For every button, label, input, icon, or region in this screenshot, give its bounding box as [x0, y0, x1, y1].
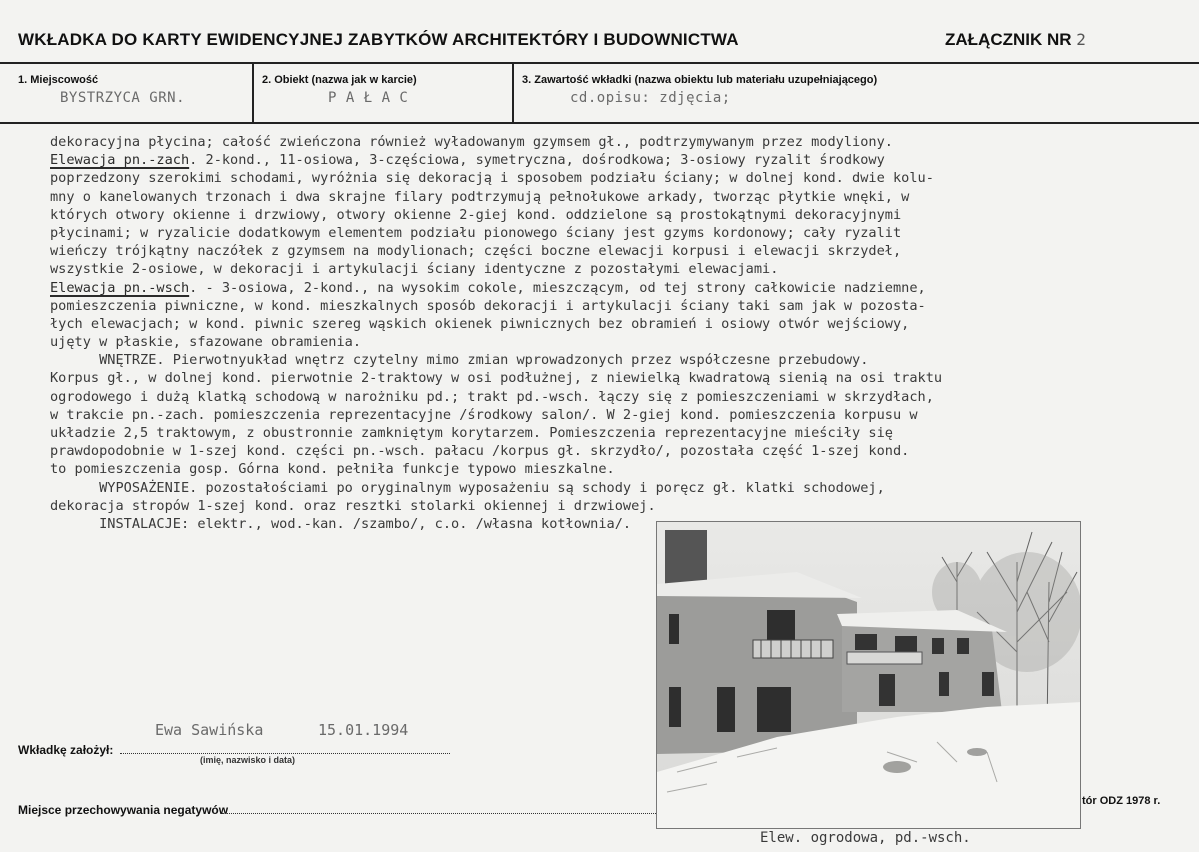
description-text-run: mny o kanelowanych trzonach i dwa skrajne filary podtrzymują pełnołukowe arkady, tworząc płytkie wnęki, w — [50, 188, 910, 205]
annex-label: ZAŁĄCZNIK NR — [945, 30, 1072, 49]
description-line — [50, 369, 1170, 387]
annex-heading — [945, 30, 1086, 50]
photo-caption: Elew. ogrodowa, pd.-wsch. — [760, 830, 971, 846]
negatives-dotted-line — [222, 813, 662, 814]
description-text-run: pomieszczenia piwniczne, w kond. mieszkalnych sposób dekoracji i artykulacji ściany taki sam jak w pozosta- — [50, 297, 926, 314]
description-line — [50, 351, 1170, 369]
form-title: WKŁADKA DO KARTY EWIDENCYJNEJ ZABYTKÓW ARCHITEKTÓRY I BUDOWNICTWA — [18, 30, 739, 49]
description-text-run: INSTALACJE: elektr., wod.-kan. /szambo/, c.o. /własna kotłownia/. — [50, 515, 632, 532]
description-line — [50, 133, 1170, 151]
description-line — [50, 169, 1170, 187]
description-text-run: poprzedzony szerokimi schodami, wyróżnia się dekoracją i sposobem podziału ściany; w dolnej kond. dwie kolu- — [50, 170, 934, 187]
contents-value: cd.opisu: zdjęcia; — [570, 90, 731, 106]
description-text-run: płycinami; w ryzalicie dodatkowym elementem podziału pionowego ściany jest gzyms kordonowy; cały ryzalit — [50, 224, 902, 241]
odz-note: tór ODZ 1978 r. — [1082, 795, 1161, 807]
header-rule-top — [0, 62, 1199, 64]
field-divider-1 — [252, 64, 254, 122]
description-text-run: których otwory okienne i drzwiowy, otwory okienne 2-giej kond. oddzielone są prostokątnymi dekoracyjnymi — [50, 206, 902, 223]
description-line — [50, 479, 1170, 497]
annex-number: 2 — [1076, 30, 1086, 49]
description-text-run: ujęty w płaskie, sfazowane obramienia. — [50, 334, 361, 351]
description-line — [50, 242, 1170, 260]
description-line — [50, 406, 1170, 424]
description-line — [50, 424, 1170, 442]
description-text-run: ogrodowego i dużą klatką schodową w narożniku pd.; trakt pd.-wsch. łączy się z pomieszczeniami w skrzydłach, — [50, 388, 934, 405]
elevation-heading: Elewacja pn.-zach — [50, 152, 190, 169]
description-line — [50, 315, 1170, 333]
description-text-run: w trakcie pn.-zach. pomieszczenia reprezentacyjne /środkowy salon/. W 2-giej kond. pomieszczenia korpusu w — [50, 406, 918, 423]
description-text-run: wieńczy trójkątny naczółek z gzymsem na modylionach; części boczne elewacji korpusi i elewacji skrzydeł, — [50, 243, 902, 260]
description-line — [50, 279, 1170, 297]
locality-label: 1. Miejscowość — [18, 74, 99, 86]
description-line — [50, 206, 1170, 224]
description-text-run: WNĘTRZE. Pierwotnyukład wnętrz czytelny mimo zmian wprowadzonych przez współczesne przebudowy. — [50, 352, 869, 369]
contents-label: 3. Zawartość wkładki (nazwa obiektu lub materiału uzupełniającego) — [522, 74, 878, 86]
description-line — [50, 497, 1170, 515]
description-text-run: wszystkie 2-osiowe, w dekoracji i artykulacji ściany identyczne z pozostałymi elewacjami. — [50, 261, 779, 278]
description-text — [50, 133, 1170, 533]
elevation-heading: Elewacja pn.-wsch — [50, 279, 190, 296]
negatives-label: Miejsce przechowywania negatywów — [18, 803, 229, 817]
palace-photo-drawing — [657, 522, 1081, 829]
description-text-run: dekoracyjna płycina; całość zwieńczona również wyładowanym gzymsem gł., podtrzymywanym przez modyliony. — [50, 134, 893, 150]
description-text-run: . 2-kond., 11-osiowa, 3-częściowa, symetryczna, dośrodkowa; 3-osiowy ryzalit środkowy — [189, 152, 885, 169]
header-rule-bottom — [0, 122, 1199, 124]
description-line — [50, 224, 1170, 242]
description-text-run: to pomieszczenia gosp. Górna kond. pełniła funkcje typowo mieszkalne. — [50, 461, 615, 478]
object-value: P A Ł A C — [328, 90, 409, 106]
description-line — [50, 388, 1170, 406]
founded-dotted-line — [120, 753, 450, 754]
founded-hint: (imię, nazwisko i data) — [200, 755, 296, 765]
description-line — [50, 333, 1170, 351]
description-line — [50, 151, 1170, 169]
description-line — [50, 460, 1170, 478]
description-text-run: łych elewacjach; w kond. piwnic szereg wąskich okienek piwnicznych bez obramień i osiowy otwór wejściowy, — [50, 315, 910, 332]
description-text-run: prawdopodobnie w 1-szej kond. części pn.-wsch. pałacu /korpus gł. skrzydło/, pozostała część 1-szej kond. — [50, 443, 910, 460]
description-text-run: układzie 2,5 traktowym, z obustronnie zamkniętym korytarzem. Pomieszczenia reprezentacyjne mieściły się — [50, 425, 893, 441]
description-text-run: dekoracja stropów 1-szej kond. oraz resztki stolarki okiennej i drzwiowej. — [50, 497, 656, 514]
description-line — [50, 297, 1170, 315]
founded-label: Wkładkę założył: — [18, 743, 114, 757]
author-date: 15.01.1994 — [318, 721, 409, 739]
description-text-run: WYPOSAŻENIE. pozostałościami po oryginalnym wyposażeniu są schody i poręcz gł. klatki schodowej, — [50, 479, 885, 496]
palace-photo — [656, 521, 1081, 829]
description-line — [50, 442, 1170, 460]
author-name: Ewa Sawińska — [155, 721, 264, 739]
description-line — [50, 188, 1170, 206]
object-label: 2. Obiekt (nazwa jak w karcie) — [262, 74, 417, 86]
field-divider-2 — [512, 64, 514, 122]
description-text-run: . - 3-osiowa, 2-kond., na wysokim cokole, mieszczącym, od tej strony całkowicie nadziemne, — [189, 279, 926, 296]
description-line — [50, 260, 1170, 278]
description-text-run: Korpus gł., w dolnej kond. pierwotnie 2-traktowy w osi podłużnej, z niewielką kwadratową sienią na osi traktu — [50, 370, 943, 387]
locality-value: BYSTRZYCA GRN. — [60, 90, 186, 106]
